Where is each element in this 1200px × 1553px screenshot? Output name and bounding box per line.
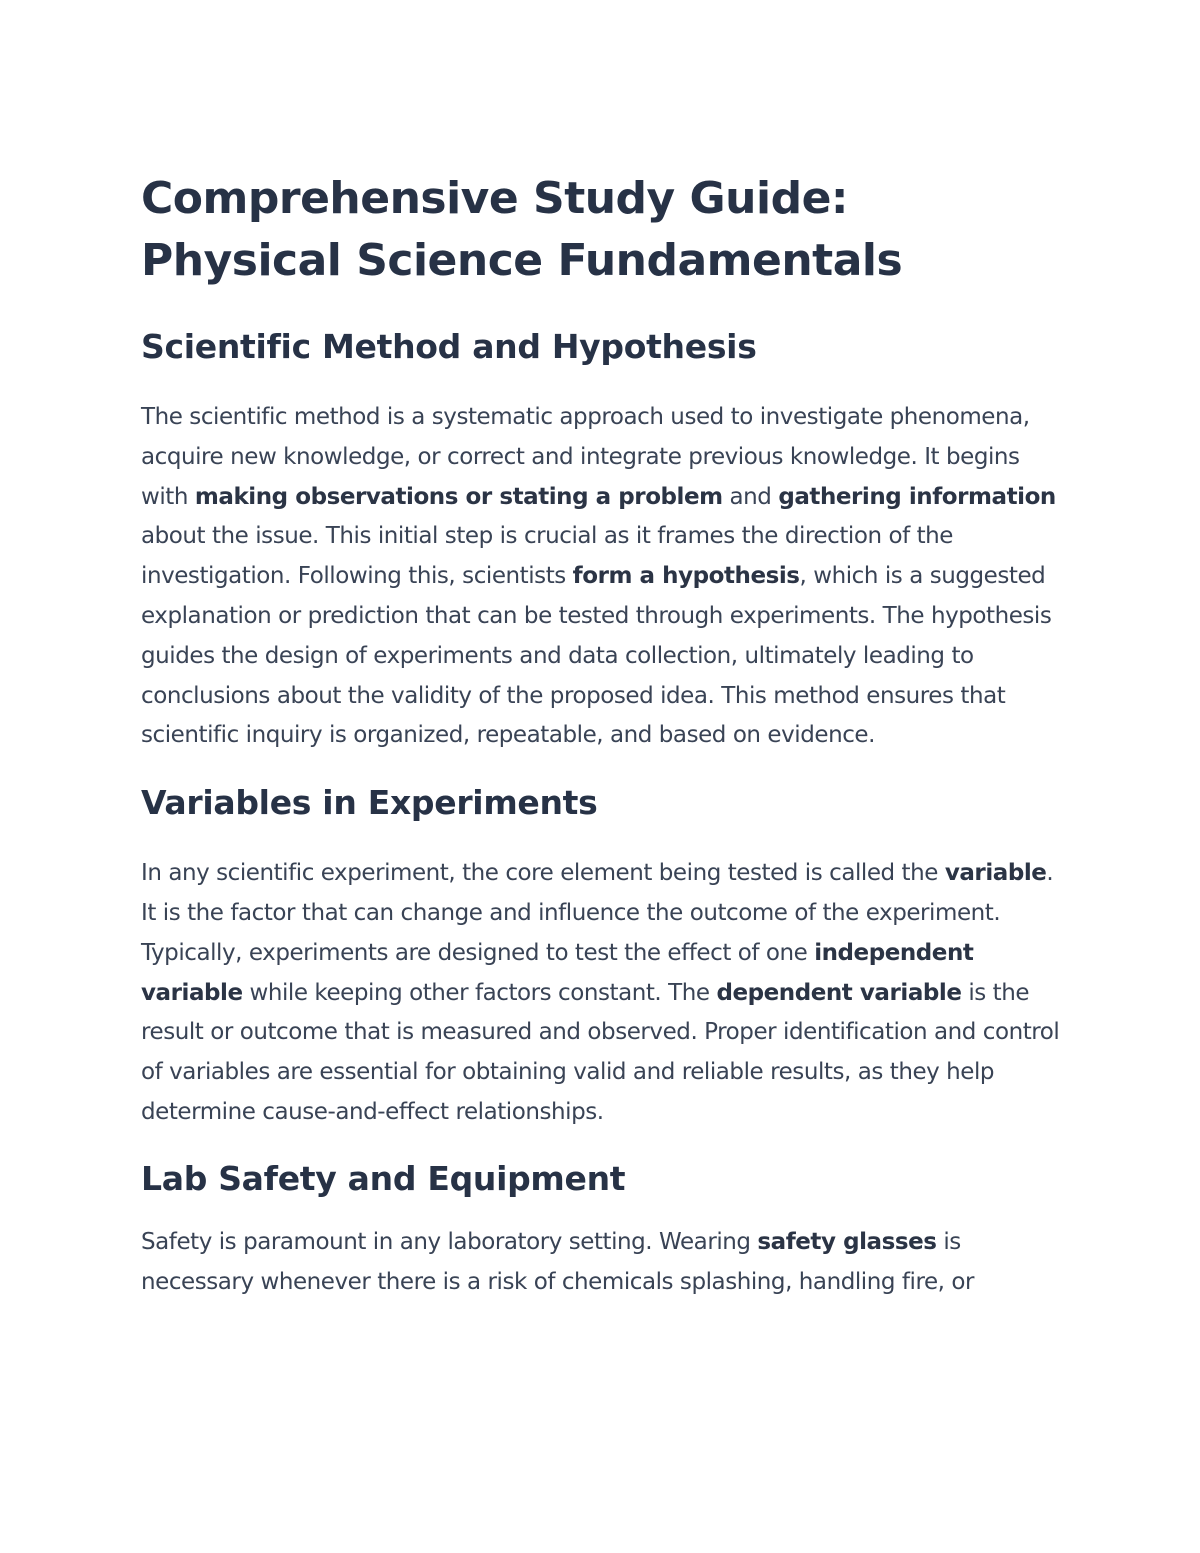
paragraph-text: Safety is paramount in any laboratory setting. Wearing: [141, 1228, 758, 1255]
section-heading-variables: Variables in Experiments: [141, 783, 598, 823]
paragraph-text: and: [722, 483, 779, 510]
emphasized-term: independent variable: [141, 939, 974, 1006]
paragraph-text: is the result or outcome that is measured and observed. Proper identification and control of variables are essential for obtaining valid and reliable results, as they help determine cause-and-effect relationships.: [141, 979, 1060, 1125]
paragraph-text: In any scientific experiment, the core element being tested is called the: [141, 860, 945, 887]
paragraph-text: The scientific method is a systematic approach used to investigate phenomena, acquire new knowledge, or correct and integrate previous knowledge. It begins with: [141, 404, 1030, 510]
emphasized-term: form a hypothesis: [572, 563, 800, 590]
section-heading-lab-safety: Lab Safety and Equipment: [141, 1158, 626, 1198]
section-paragraph-variables: [141, 854, 1061, 1133]
section-heading-scientific-method: Scientific Method and Hypothesis: [141, 327, 757, 366]
paragraph-text: . It is the factor that can change and influence the outcome of the experiment. Typically, experiments are designed to test the effect of one: [141, 860, 1054, 966]
document-title: Comprehensive Study Guide: Physical Science Fundamentals: [141, 173, 903, 286]
paragraph-text: about the issue. This initial step is crucial as it frames the direction of the investigation. Following this, scientists: [141, 523, 954, 590]
emphasized-term: making observations or stating a problem: [194, 483, 723, 510]
section-paragraph-lab-safety: [141, 1223, 1061, 1303]
paragraph-text: while keeping other factors constant. The: [242, 979, 717, 1006]
emphasized-term: dependent variable: [716, 979, 962, 1006]
paragraph-text: is necessary whenever there is a risk of chemicals splashing, handling fire, or: [141, 1228, 975, 1295]
emphasized-term: safety glasses: [757, 1228, 937, 1255]
section-paragraph-scientific-method: [141, 398, 1061, 756]
document-page: [141, 168, 1061, 1302]
emphasized-term: gathering information: [778, 483, 1056, 510]
paragraph-text: , which is a suggested explanation or prediction that can be tested through experiments. The hypothesis guides the design of experiments and data collection, ultimately leading to conclusions about the validity of the proposed idea. This method ensures that scientific inquiry is organized, repeatable, and based on evidence.: [141, 563, 1052, 749]
emphasized-term: variable: [944, 860, 1047, 887]
